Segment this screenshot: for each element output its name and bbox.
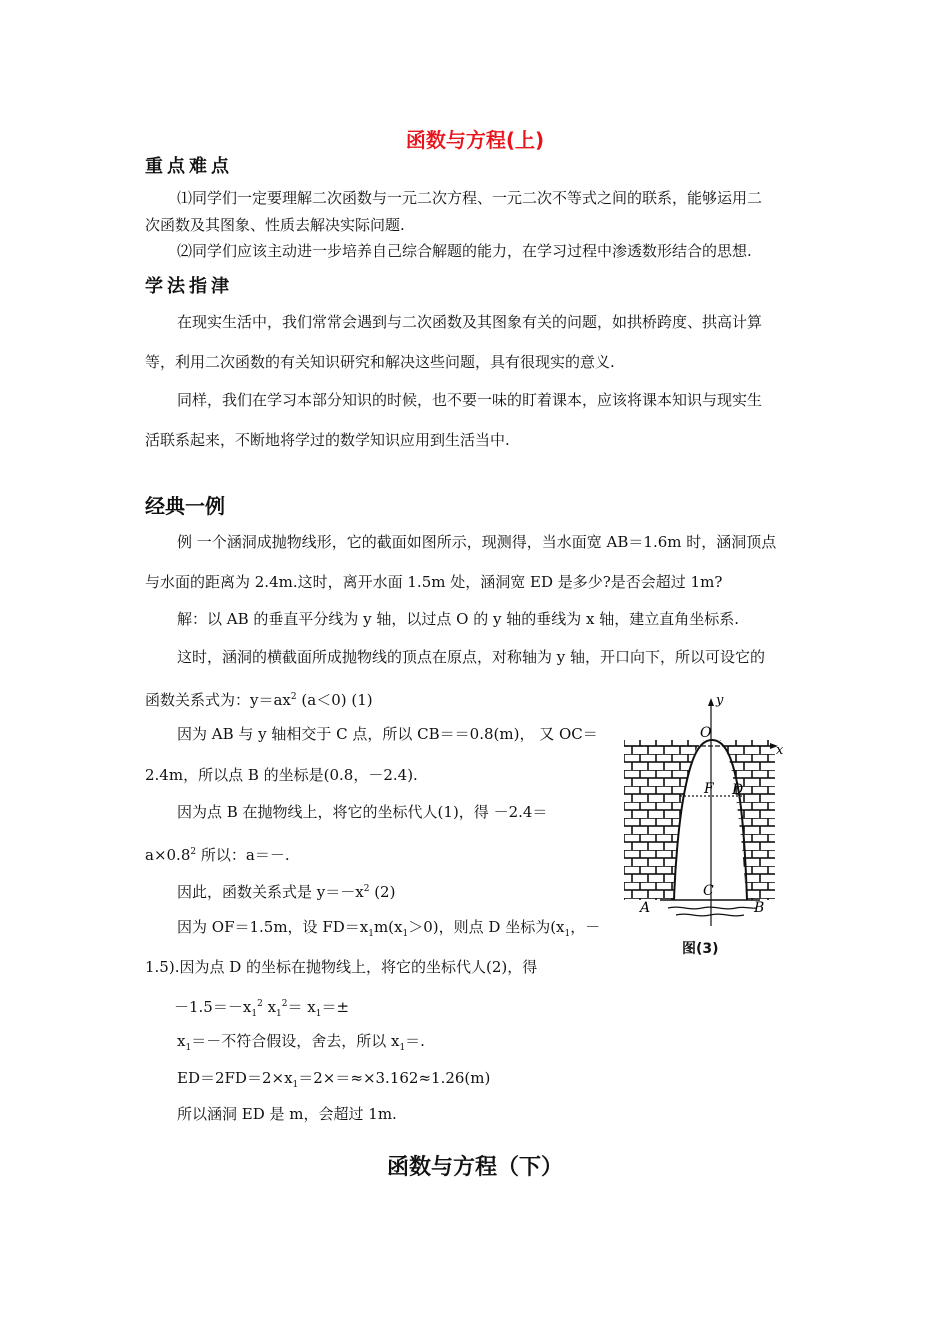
example-line: 解：以 AB 的垂直平分线为 y 轴，以过点 O 的 y 轴的垂线为 x 轴，建立直角坐标系. — [177, 610, 740, 628]
label-A: A — [640, 900, 651, 916]
culvert-figure — [620, 690, 790, 960]
example-line: 这时，涵洞的横截面所成抛物线的顶点在原点，对称轴为 y 轴，开口向下，所以可设它的 — [177, 648, 766, 666]
example-line: 例 一个涵洞成抛物线形，它的截面如图所示，现测得，当水面宽 AB＝1.6m 时，涵洞顶点 — [177, 533, 777, 551]
keypoint-line: 次函数及其图象、性质去解决实际问题. — [145, 216, 405, 234]
example-line: 因为 OF＝1.5m，设 $FD=x_1m(x_1>0)$，则点 D 坐标为($x_1$，－ — [177, 918, 601, 939]
label-y: y — [716, 693, 724, 708]
label-x: x — [776, 743, 784, 758]
example-line: 与水面的距离为 2.4m.这时，离开水面 1.5m 处，涵洞宽 ED 是多少?是否会超过 1m? — [145, 573, 723, 591]
method-line: 在现实生活中，我们常常会遇到与二次函数及其图象有关的问题，如拱桥跨度、拱高计算 — [177, 313, 763, 331]
label-D: D — [732, 782, 744, 798]
section-heading-example: 经典一例 — [145, 494, 225, 518]
method-line: 等，利用二次函数的有关知识研究和解决这些问题，具有很现实的意义. — [145, 353, 615, 371]
example-line: 1.5).因为点 D 的坐标在抛物线上，将它的坐标代人(2)，得 — [145, 958, 538, 976]
page-title: 函数与方程(上) — [405, 128, 545, 152]
keypoint-line: ⑴同学们一定要理解二次函数与一元二次方程、一元二次不等式之间的联系，能够运用二 — [177, 189, 763, 207]
example-line: 2.4m，所以点 B 的坐标是(0.8，－2.4). — [145, 766, 418, 784]
label-O: O — [700, 725, 712, 741]
water-wave — [668, 907, 756, 909]
example-line: $a\times 0.8^2$ 所以：a＝－. — [145, 846, 290, 864]
example-line: $-1.5=-x_1^2$ $x_1^2= x_1=\pm$ — [174, 998, 350, 1019]
example-line: $x_1=-$不符合假设，舍去，所以 $x_1=$. — [177, 1032, 425, 1053]
label-B: B — [754, 900, 765, 916]
example-line: 函数关系式为：$y=ax^2$ (a＜0) (1) — [145, 691, 373, 709]
example-line: 所以涵洞 ED 是 m，会超过 1m. — [177, 1105, 397, 1123]
y-axis-arrow-icon — [708, 698, 714, 706]
example-line: 因此，函数关系式是 $y=-x^2$ (2) — [177, 883, 396, 901]
method-line: 同样，我们在学习本部分知识的时候，也不要一味的盯着课本，应该将课本知识与现实生 — [177, 391, 763, 409]
figure-caption: 图(3) — [682, 941, 719, 957]
example-line: 因为 AB 与 y 轴相交于 C 点，所以 CB＝＝0.8(m)， 又 OC＝ — [177, 725, 598, 743]
label-C: C — [703, 883, 714, 899]
water-wave — [676, 914, 744, 916]
method-line: 活联系起来，不断地将学过的数学知识应用到生活当中. — [145, 431, 510, 449]
example-line: 因为点 B 在抛物线上，将它的坐标代人(1)，得 －2.4＝ — [177, 803, 548, 821]
label-F: F — [704, 781, 714, 797]
brick-wall — [624, 740, 775, 900]
next-section-title: 函数与方程（下） — [386, 1155, 563, 1180]
example-line: $ED=2FD=2\times x_1=2\times=\approx\times 3.162\approx 1.26(m)$ — [177, 1069, 491, 1090]
keypoint-line: ⑵同学们应该主动进一步培养自己综合解题的能力，在学习过程中渗透数形结合的思想. — [177, 242, 752, 260]
section-heading-keypoints: 重点难点 — [145, 156, 233, 177]
section-heading-method: 学法指津 — [145, 276, 233, 297]
